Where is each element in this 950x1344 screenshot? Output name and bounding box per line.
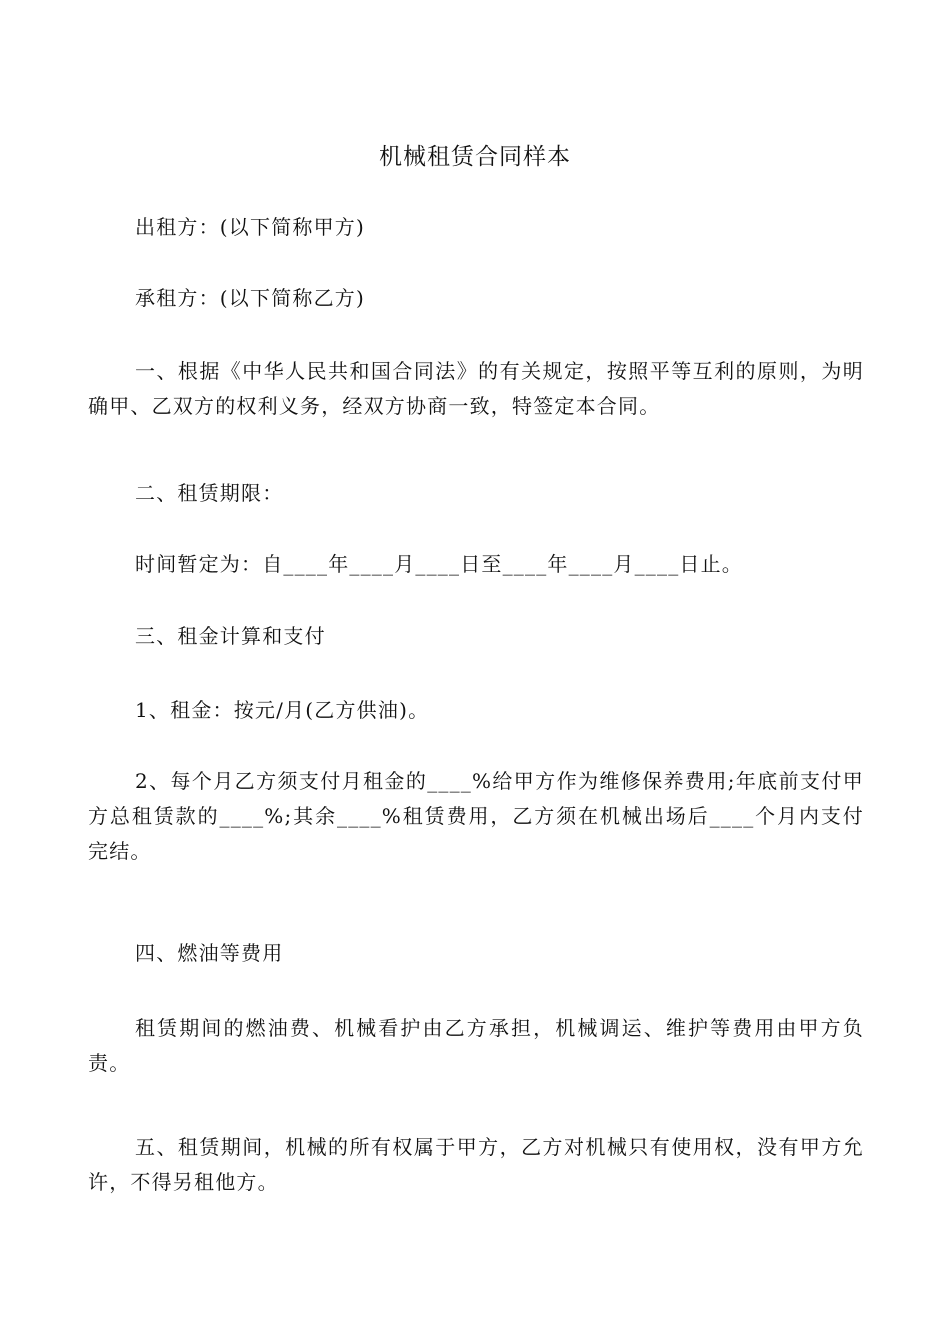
paragraph-lessee: 承租方：(以下简称乙方) xyxy=(135,286,366,310)
paragraph-lessor: 出租方：(以下简称甲方) xyxy=(135,215,366,239)
paragraph-rent: 1、租金：按元/月(乙方供油)。 xyxy=(135,698,430,722)
paragraph-clause-4-heading: 四、燃油等费用 xyxy=(135,941,284,965)
paragraph-clause-1: 一、根据《中华人民共和国合同法》的有关规定，按照平等互利的原则，为明确甲、乙双方的权利义务，经双方协商一致，特签定本合同。 xyxy=(88,359,864,418)
paragraph-fuel-costs: 租赁期间的燃油费、机械看护由乙方承担，机械调运、维护等费用由甲方负责。 xyxy=(88,1016,864,1075)
paragraph-clause-2-heading: 二、租赁期限： xyxy=(135,481,284,505)
paragraph-lease-period: 时间暂定为：自____年____月____日至____年____月____日止。 xyxy=(135,552,743,576)
document-title: 机械租赁合同样本 xyxy=(379,144,571,170)
paragraph-clause-3-heading: 三、租金计算和支付 xyxy=(135,624,326,648)
paragraph-payment: 2、每个月乙方须支付月租金的____%给甲方作为维修保养费用;年底前支付甲方总租赁款的____%;其余____%租赁费用，乙方须在机械出场后____个月内支付完结。 xyxy=(88,769,864,863)
paragraph-clause-5: 五、租赁期间，机械的所有权属于甲方，乙方对机械只有使用权，没有甲方允许，不得另租他方。 xyxy=(88,1135,864,1194)
